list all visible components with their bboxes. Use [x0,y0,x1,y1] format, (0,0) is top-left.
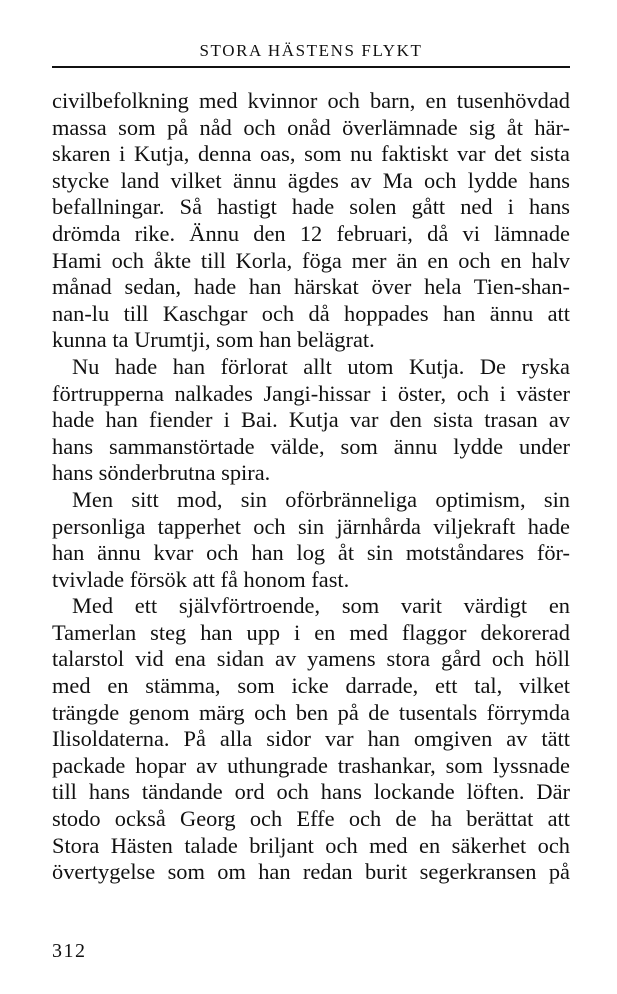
body-text [52,88,570,886]
text-line: befallningar. Så hastigt hade solen gått ned i hans [52,194,570,220]
paragraph-2 [52,354,570,487]
text-line: han ännu kvar och han log åt sin motståndares för- [52,540,570,566]
text-line: Med ett självförtroende, som varit värdigt en [72,593,570,619]
text-line: personliga tapperhet och sin järnhårda viljekraft hade [52,513,570,539]
text-line: förtrupperna nalkades Jangi-hissar i öster, och i väster [52,380,570,406]
paragraph-1 [52,88,570,354]
text-line: Nu hade han förlorat allt utom Kutja. De ryska [72,353,570,379]
text-line: hans sönderbrutna spira. [52,460,271,486]
text-line: med en stämma, som icke darrade, ett tal, vilket [52,673,570,699]
text-line: talarstol vid ena sidan av yamens stora gård och höll [52,646,570,672]
page-number: 312 [52,940,87,962]
text-line: trängde genom märg och ben på de tusentals förrymda [52,699,570,725]
text-line: nan-lu till Kaschgar och då hoppades han ännu att [52,300,570,326]
text-line: drömda rike. Ännu den 12 februari, då vi lämnade [52,220,570,246]
paragraph-3 [52,487,570,593]
text-line: tvivlade försök att få honom fast. [52,566,350,592]
text-line: Men sitt mod, sin oförbränneliga optimism, sin [72,486,570,512]
text-line: stodo också Georg och Effe och de ha berättat att [52,806,570,832]
text-line: skaren i Kutja, denna oas, som nu faktiskt var det sista [52,141,570,167]
paragraph-4 [52,593,570,886]
text-line: stycke land vilket ännu ägdes av Ma och lydde hans [52,167,570,193]
book-page [52,0,570,994]
text-line: övertygelse som om han redan burit segerkransen på [52,859,570,885]
text-line: packade hopar av uthungrade trashankar, som lyssnade [52,752,570,778]
text-line: Stora Hästen talade briljant och med en säkerhet och [52,832,570,858]
header-rule [52,66,570,68]
text-line: hans sammanstörtade välde, som ännu lydde under [52,433,570,459]
text-line: månad sedan, hade han härskat över hela Tien-shan- [52,274,570,300]
text-line: kunna ta Urumtji, som han belägrat. [52,327,375,353]
text-line: civilbefolkning med kvinnor och barn, en tusenhövdad [52,88,570,113]
text-line: Tamerlan steg han upp i en med flaggor dekorerad [52,619,570,645]
text-line: till hans tändande ord och hans lockande löften. Där [52,779,570,805]
text-line: Ilisoldaterna. På alla sidor var han omgiven av tätt [52,726,570,752]
text-line: Hami och åkte till Korla, föga mer än en och en halv [52,247,570,273]
text-line: hade han fiender i Bai. Kutja var den sista trasan av [52,407,570,433]
running-title: STORA HÄSTENS FLYKT [199,41,423,60]
text-line: massa som på nåd och onåd överlämnade sig åt här- [52,114,570,140]
